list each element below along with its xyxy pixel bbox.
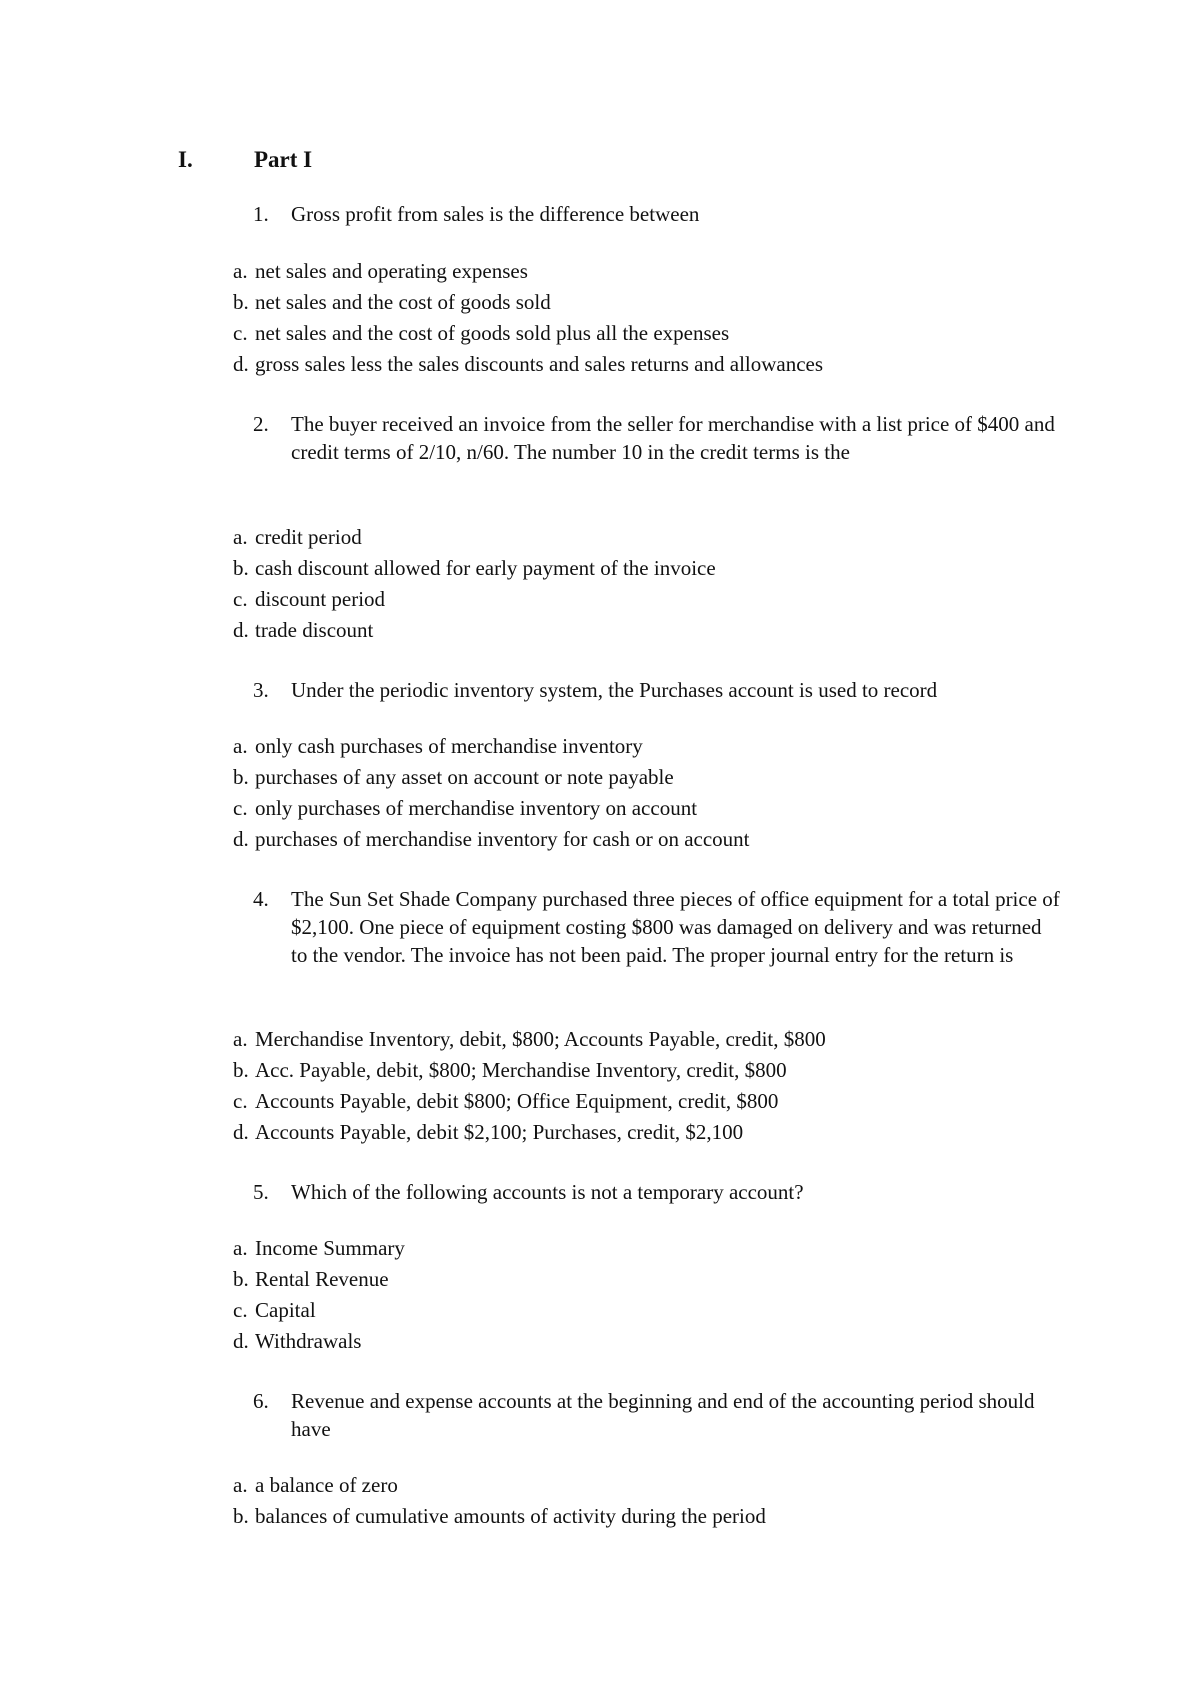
choice-letter: c. xyxy=(233,321,248,345)
choice-4c xyxy=(233,1086,1113,1116)
choice-text: Accounts Payable, debit $2,100; Purchases, credit, $2,100 xyxy=(255,1120,744,1144)
question-text: Gross profit from sales is the difference between xyxy=(291,202,700,226)
choice-text: discount period xyxy=(255,587,386,611)
choice-text: only cash purchases of merchandise inventory xyxy=(255,734,643,758)
choice-text: balances of cumulative amounts of activity during the period xyxy=(255,1504,766,1528)
choice-4a xyxy=(233,1024,1113,1054)
choice-text: net sales and operating expenses xyxy=(255,259,528,283)
question-number: 1. xyxy=(253,202,269,226)
choice-6a xyxy=(233,1470,1113,1500)
question-text: Which of the following accounts is not a temporary account? xyxy=(291,1180,804,1204)
choice-letter: b. xyxy=(233,556,249,580)
question-number: 4. xyxy=(253,887,269,911)
question-number: 3. xyxy=(253,678,269,702)
choice-letter: a. xyxy=(233,259,248,283)
choice-letter: a. xyxy=(233,1473,248,1497)
choice-text: a balance of zero xyxy=(255,1473,398,1497)
choice-5d xyxy=(233,1326,1113,1356)
choice-text: purchases of any asset on account or note payable xyxy=(255,765,674,789)
choice-letter: d. xyxy=(233,1329,249,1353)
choice-letter: c. xyxy=(233,587,248,611)
question-text: The Sun Set Shade Company purchased three pieces of office equipment for a total price of $2,100. One piece of equipment costing $800 was damaged on delivery and was returned to the vendor. The invoice has not been paid. The proper journal entry for the return is xyxy=(291,887,1060,967)
choice-text: purchases of merchandise inventory for cash or on account xyxy=(255,827,750,851)
choice-text: gross sales less the sales discounts and sales returns and allowances xyxy=(255,352,824,376)
choice-text: net sales and the cost of goods sold plus all the expenses xyxy=(255,321,730,345)
choice-text: Acc. Payable, debit, $800; Merchandise Inventory, credit, $800 xyxy=(255,1058,787,1082)
choice-2c xyxy=(233,584,1113,614)
section-title: Part I xyxy=(254,147,313,172)
question-text: Revenue and expense accounts at the beginning and end of the accounting period should have xyxy=(291,1389,1035,1441)
choice-5b xyxy=(233,1264,1113,1294)
question-5 xyxy=(253,1178,1063,1206)
question-2 xyxy=(253,410,1063,466)
choice-letter: a. xyxy=(233,1236,248,1260)
question-6 xyxy=(253,1387,1063,1443)
choice-letter: d. xyxy=(233,618,249,642)
question-3 xyxy=(253,676,1063,704)
choice-1b xyxy=(233,287,1113,317)
choice-3b xyxy=(233,762,1113,792)
question-text: Under the periodic inventory system, the Purchases account is used to record xyxy=(291,678,938,702)
question-4 xyxy=(253,885,1063,969)
choice-1d xyxy=(233,349,1113,379)
question-text: The buyer received an invoice from the seller for merchandise with a list price of $400 and credit terms of 2/10, n/60. The number 10 in the credit terms is the xyxy=(291,412,1055,464)
question-number: 6. xyxy=(253,1389,269,1413)
choice-letter: c. xyxy=(233,1089,248,1113)
choice-text: Rental Revenue xyxy=(255,1267,389,1291)
choice-letter: a. xyxy=(233,1027,248,1051)
choice-letter: c. xyxy=(233,1298,248,1322)
choice-letter: a. xyxy=(233,525,248,549)
choice-letter: b. xyxy=(233,1267,249,1291)
choice-2a xyxy=(233,522,1113,552)
choice-letter: b. xyxy=(233,290,249,314)
choice-text: credit period xyxy=(255,525,362,549)
choice-1a xyxy=(233,256,1113,286)
choice-letter: d. xyxy=(233,1120,249,1144)
choice-5a xyxy=(233,1233,1113,1263)
choice-letter: d. xyxy=(233,352,249,376)
choice-letter: d. xyxy=(233,827,249,851)
choice-text: net sales and the cost of goods sold xyxy=(255,290,551,314)
choice-text: Income Summary xyxy=(255,1236,405,1260)
choice-3c xyxy=(233,793,1113,823)
choice-6b xyxy=(233,1501,1113,1531)
choice-4b xyxy=(233,1055,1113,1085)
choice-3a xyxy=(233,731,1113,761)
choice-3d xyxy=(233,824,1113,854)
choice-letter: b. xyxy=(233,1058,249,1082)
choice-letter: b. xyxy=(233,765,249,789)
choice-letter: c. xyxy=(233,796,248,820)
choice-letter: a. xyxy=(233,734,248,758)
choice-5c xyxy=(233,1295,1113,1325)
choice-2d xyxy=(233,615,1113,645)
choice-text: Merchandise Inventory, debit, $800; Accounts Payable, credit, $800 xyxy=(255,1027,826,1051)
question-number: 2. xyxy=(253,412,269,436)
choice-text: trade discount xyxy=(255,618,374,642)
choice-text: cash discount allowed for early payment of the invoice xyxy=(255,556,716,580)
choice-text: Withdrawals xyxy=(255,1329,362,1353)
choice-text: Capital xyxy=(255,1298,316,1322)
choice-letter: b. xyxy=(233,1504,249,1528)
choice-1c xyxy=(233,318,1113,348)
choice-2b xyxy=(233,553,1113,583)
choice-text: only purchases of merchandise inventory on account xyxy=(255,796,698,820)
choice-4d xyxy=(233,1117,1113,1147)
section-numeral: I. xyxy=(178,147,193,172)
question-number: 5. xyxy=(253,1180,269,1204)
question-1 xyxy=(253,200,1063,228)
choice-text: Accounts Payable, debit $800; Office Equipment, credit, $800 xyxy=(255,1089,779,1113)
